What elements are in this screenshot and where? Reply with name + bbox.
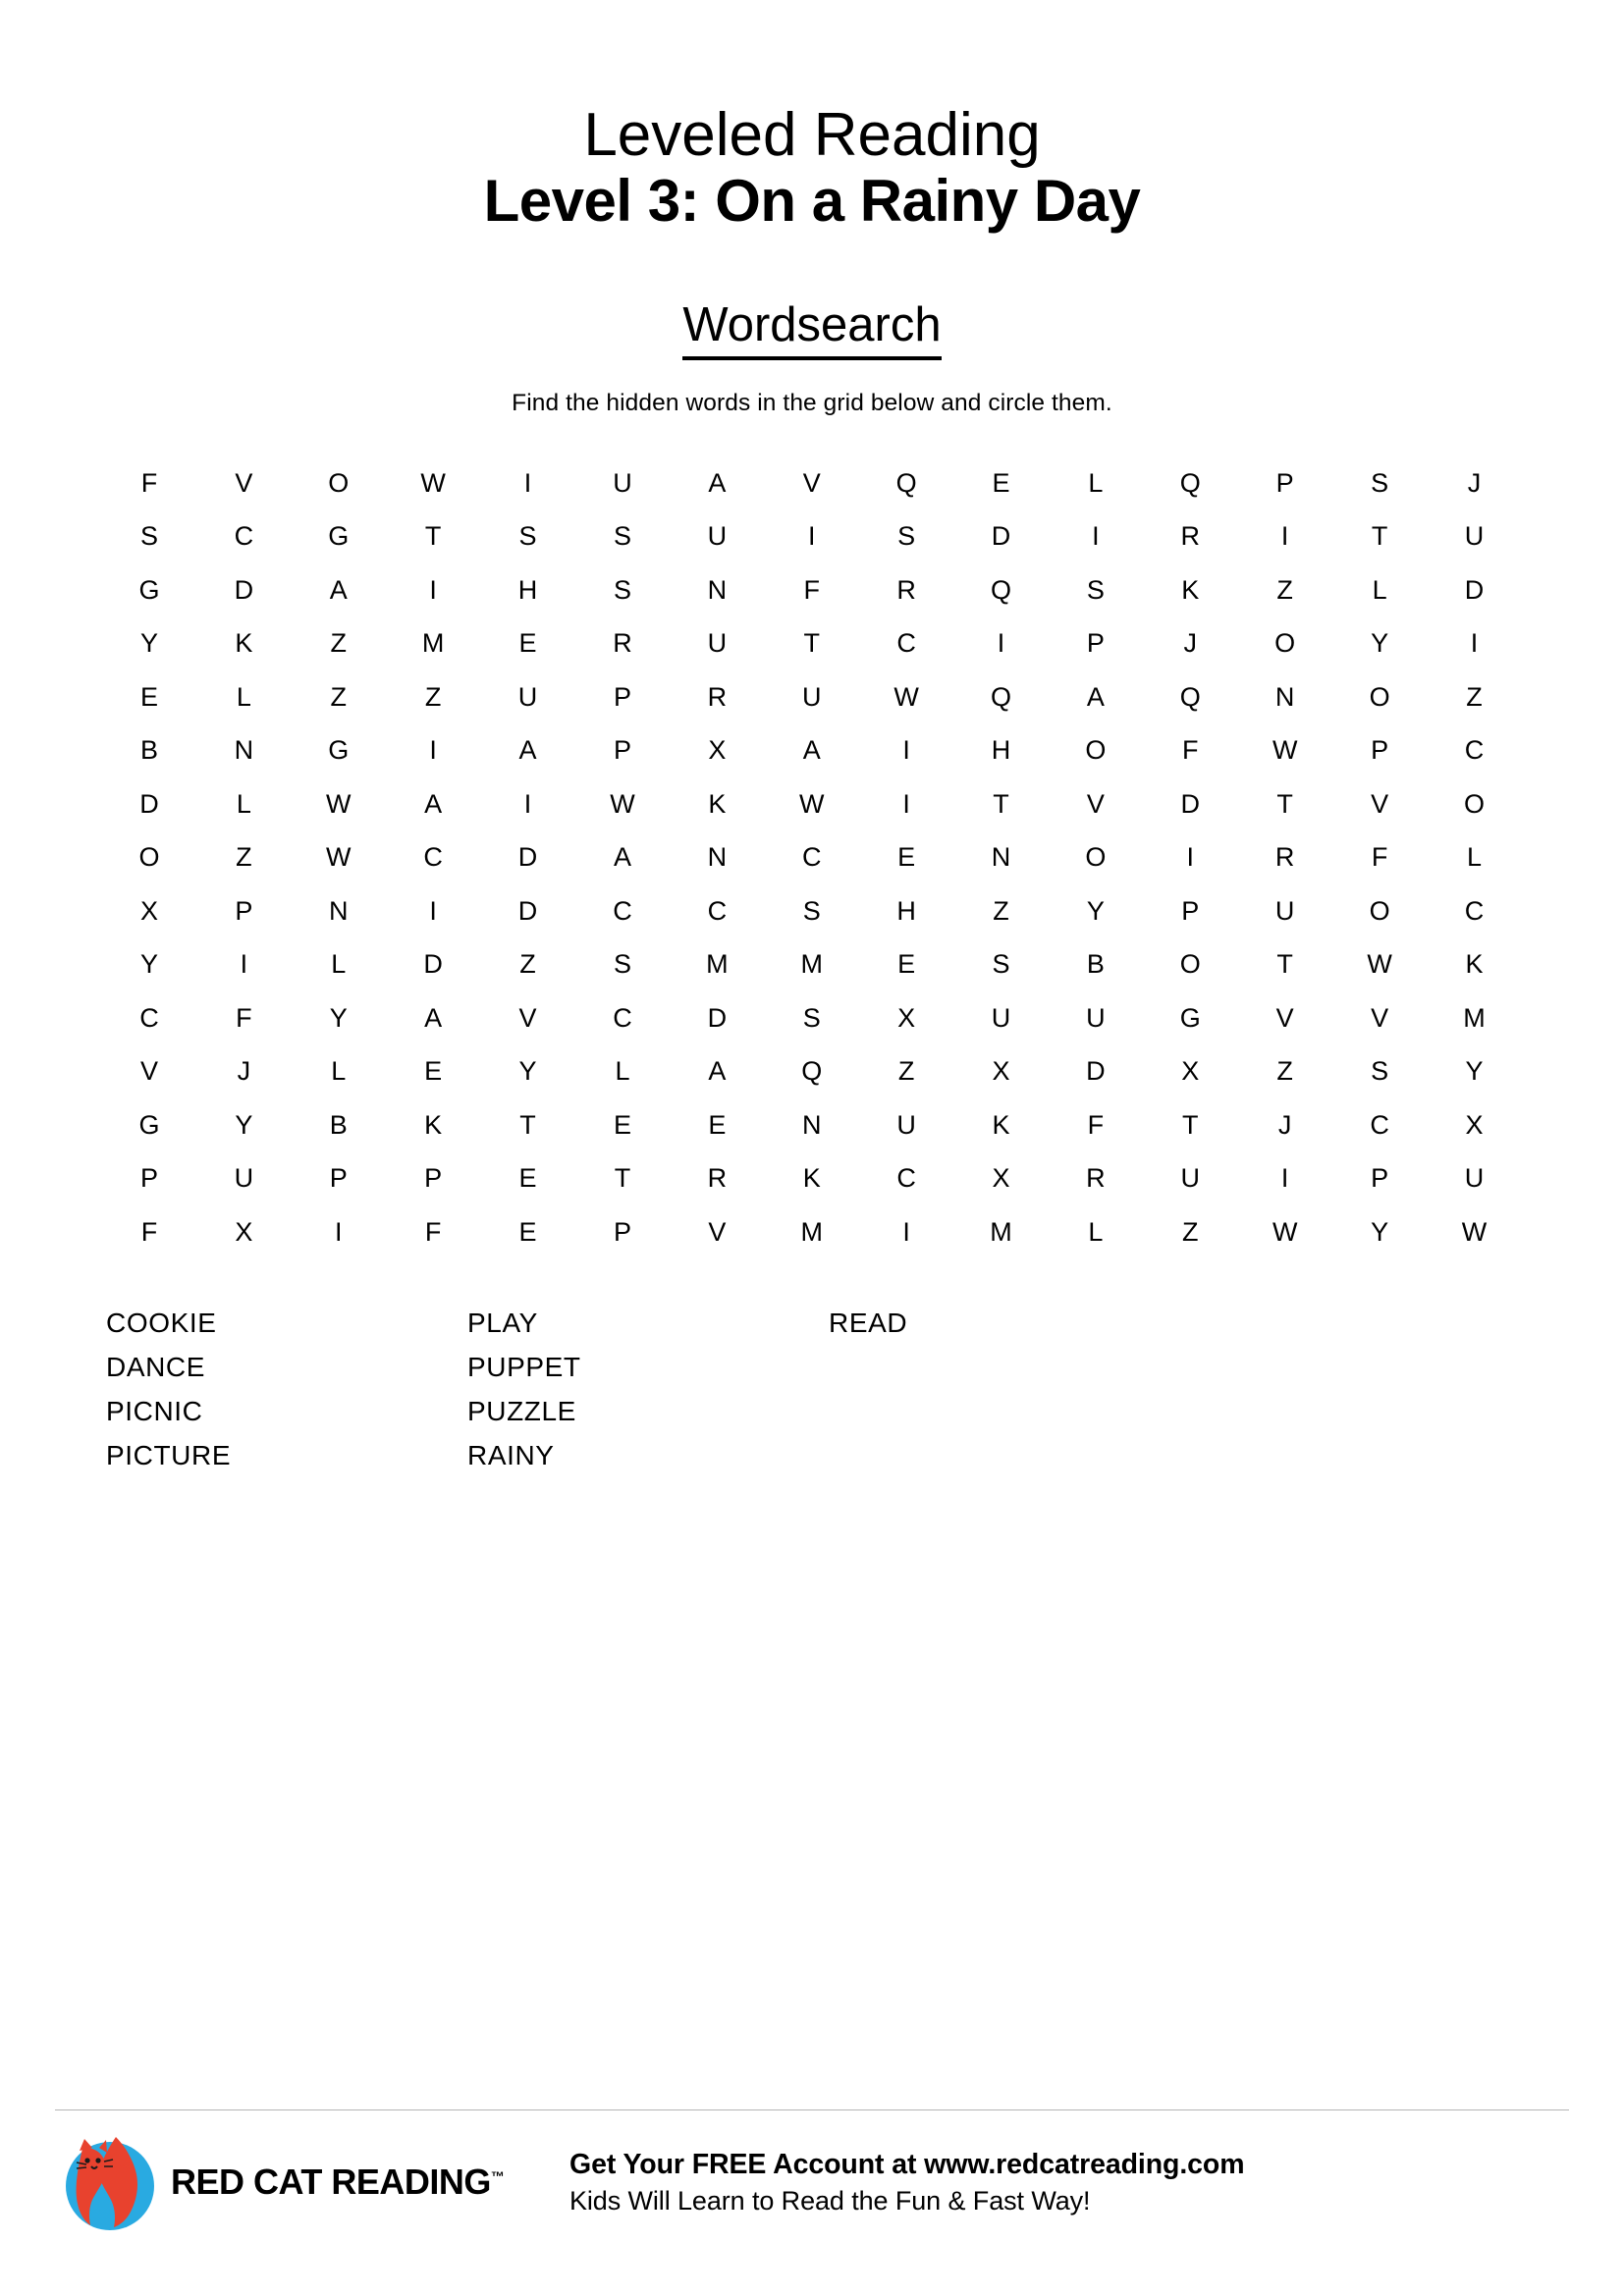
grid-cell[interactable]: I (429, 895, 438, 926)
grid-cell[interactable]: W (610, 788, 636, 819)
page-footer (0, 2109, 1624, 2296)
grid-cell[interactable]: Z (330, 628, 348, 659)
grid-row (102, 617, 1522, 671)
grid-cell[interactable]: W (1272, 1216, 1298, 1247)
grid-cell[interactable]: R (896, 574, 917, 605)
grid-cell[interactable]: L (1372, 574, 1387, 605)
grid-cell[interactable]: X (1181, 1056, 1200, 1087)
grid-cell[interactable]: C (423, 842, 444, 873)
grid-cell[interactable]: I (1092, 521, 1101, 552)
grid-cell[interactable]: P (1371, 735, 1389, 766)
grid-cell[interactable]: O (1179, 949, 1202, 980)
grid-cell[interactable]: I (807, 521, 816, 552)
grid-cell[interactable]: Y (329, 1002, 349, 1033)
grid-cell[interactable]: S (139, 521, 159, 552)
grid-cell[interactable]: O (1274, 628, 1296, 659)
grid-cell[interactable]: D (1180, 788, 1201, 819)
grid-cell[interactable]: M (990, 1216, 1013, 1247)
grid-cell[interactable]: Z (993, 895, 1010, 926)
grid-cell[interactable]: L (236, 681, 252, 712)
wordsearch-grid-wrapper (0, 456, 1624, 1259)
grid-cell[interactable]: N (329, 895, 349, 926)
grid-cell[interactable]: Z (897, 1056, 915, 1087)
grid-row (102, 831, 1522, 885)
grid-cell[interactable]: T (993, 788, 1010, 819)
footer-account-line: Get Your FREE Account at www.redcatreading.com (569, 2148, 1245, 2180)
grid-cell[interactable]: X (235, 1216, 253, 1247)
word-list-item: COOKIE (106, 1307, 217, 1338)
grid-cell[interactable]: U (1464, 1163, 1485, 1194)
grid-cell[interactable]: C (234, 521, 254, 552)
grid-cell[interactable]: W (326, 788, 352, 819)
grid-cell[interactable]: K (235, 628, 253, 659)
grid-cell[interactable]: U (896, 1109, 917, 1140)
grid-cell[interactable]: P (329, 1163, 349, 1194)
grid-cell[interactable]: J (1467, 467, 1482, 498)
grid-cell[interactable]: K (802, 1163, 822, 1194)
grid-cell[interactable]: K (992, 1109, 1010, 1140)
grid-cell[interactable]: S (1371, 467, 1389, 498)
grid-cell[interactable]: A (424, 1002, 443, 1033)
footer-tagline: Kids Will Learn to Read the Fun & Fast Way! (569, 2186, 1091, 2216)
grid-cell[interactable]: C (1464, 895, 1485, 926)
grid-cell[interactable]: I (902, 788, 911, 819)
grid-cell[interactable]: A (1086, 681, 1106, 712)
brand-logo (59, 2131, 560, 2233)
grid-cell[interactable]: E (139, 681, 159, 712)
word-list-column-2 (467, 1301, 829, 1477)
word-list-item: PICNIC (106, 1395, 203, 1426)
grid-row (102, 1152, 1522, 1206)
grid-cell[interactable]: L (615, 1056, 630, 1087)
grid-cell[interactable]: Z (1466, 681, 1484, 712)
grid-cell[interactable]: N (707, 842, 728, 873)
grid-cell[interactable]: T (803, 628, 821, 659)
grid-cell[interactable]: S (518, 521, 537, 552)
grid-cell[interactable]: P (139, 1163, 159, 1194)
grid-cell[interactable]: Z (519, 949, 537, 980)
grid-cell[interactable]: P (1181, 895, 1200, 926)
grid-cell[interactable]: E (613, 1109, 632, 1140)
grid-cell[interactable]: S (613, 521, 632, 552)
page-title: Leveled Reading (583, 101, 1041, 169)
grid-cell[interactable]: O (328, 467, 350, 498)
grid-cell[interactable]: K (424, 1109, 443, 1140)
grid-cell[interactable]: I (523, 467, 532, 498)
grid-cell[interactable]: O (1464, 788, 1486, 819)
grid-cell[interactable]: U (1464, 521, 1485, 552)
grid-cell[interactable]: V (708, 1216, 727, 1247)
grid-cell[interactable]: Z (1182, 1216, 1199, 1247)
grid-cell[interactable]: P (613, 735, 632, 766)
grid-cell[interactable]: E (992, 467, 1010, 498)
grid-cell[interactable]: T (1182, 1109, 1199, 1140)
grid-cell[interactable]: Y (1371, 1216, 1389, 1247)
grid-cell[interactable]: E (708, 1109, 727, 1140)
grid-row (102, 884, 1522, 938)
grid-cell[interactable]: F (236, 1002, 253, 1033)
grid-cell[interactable]: W (1367, 949, 1393, 980)
grid-cell[interactable]: S (613, 949, 632, 980)
grid-cell[interactable]: U (707, 521, 728, 552)
grid-cell[interactable]: E (897, 842, 916, 873)
grid-cell[interactable]: V (1086, 788, 1106, 819)
grid-cell[interactable]: U (517, 681, 538, 712)
grid-cell[interactable]: Q (801, 1056, 823, 1087)
grid-cell[interactable]: K (1465, 949, 1484, 980)
grid-cell[interactable]: Y (235, 1109, 253, 1140)
trademark-symbol: ™ (490, 2168, 505, 2184)
grid-cell[interactable]: I (240, 949, 248, 980)
grid-cell[interactable]: R (613, 628, 633, 659)
grid-cell[interactable]: I (429, 735, 438, 766)
grid-cell[interactable]: U (1086, 1002, 1107, 1033)
grid-cell[interactable]: D (423, 949, 444, 980)
grid-row (102, 1098, 1522, 1152)
grid-cell[interactable]: Z (236, 842, 253, 873)
grid-cell[interactable]: L (1467, 842, 1483, 873)
grid-cell[interactable]: T (1276, 788, 1294, 819)
grid-cell[interactable]: P (1086, 628, 1106, 659)
grid-cell[interactable]: X (139, 895, 159, 926)
grid-cell[interactable]: L (331, 949, 347, 980)
grid-cell[interactable]: U (991, 1002, 1011, 1033)
grid-cell[interactable]: P (235, 895, 253, 926)
grid-cell[interactable]: V (235, 467, 253, 498)
grid-cell[interactable]: T (424, 521, 442, 552)
grid-cell[interactable]: W (420, 467, 447, 498)
grid-cell[interactable]: D (1464, 574, 1485, 605)
grid-cell[interactable]: S (613, 574, 632, 605)
grid-cell[interactable]: Q (991, 681, 1012, 712)
footer-divider (55, 2109, 1569, 2110)
footer-promo-text (569, 2146, 1244, 2219)
grid-cell[interactable]: I (902, 735, 911, 766)
word-list (0, 1301, 1624, 1477)
grid-cell[interactable]: C (707, 895, 728, 926)
grid-cell[interactable]: L (1088, 1216, 1104, 1247)
grid-cell[interactable]: Y (1371, 628, 1389, 659)
grid-cell[interactable]: A (802, 735, 822, 766)
word-list-column-1 (106, 1301, 467, 1477)
page-subtitle: Level 3: On a Rainy Day (483, 168, 1141, 235)
grid-cell[interactable]: T (1276, 949, 1294, 980)
grid-cell[interactable]: O (1369, 895, 1390, 926)
grid-cell[interactable]: J (237, 1056, 251, 1087)
grid-cell[interactable]: M (706, 949, 729, 980)
grid-cell[interactable]: I (1280, 1163, 1289, 1194)
grid-cell[interactable]: L (1088, 467, 1104, 498)
grid-cell[interactable]: U (1274, 895, 1295, 926)
grid-cell[interactable]: R (707, 1163, 728, 1194)
grid-cell[interactable]: D (517, 895, 538, 926)
grid-row (102, 777, 1522, 831)
word-list-column-3 (829, 1301, 1190, 1345)
grid-cell[interactable]: W (798, 788, 825, 819)
grid-cell[interactable]: X (897, 1002, 916, 1033)
grid-cell[interactable]: M (800, 949, 824, 980)
grid-cell[interactable]: Q (1179, 681, 1202, 712)
grid-cell[interactable]: K (1181, 574, 1200, 605)
page-header (0, 0, 1624, 237)
grid-cell[interactable]: Y (1465, 1056, 1484, 1087)
grid-cell[interactable]: O (1085, 735, 1107, 766)
grid-cell[interactable]: Y (139, 949, 159, 980)
grid-cell[interactable]: I (902, 1216, 911, 1247)
grid-cell[interactable]: O (138, 842, 160, 873)
grid-cell[interactable]: V (1371, 1002, 1389, 1033)
grid-cell[interactable]: G (1179, 1002, 1202, 1033)
red-cat-logo-icon (59, 2131, 161, 2233)
grid-cell[interactable]: I (429, 574, 438, 605)
grid-cell[interactable]: Z (1276, 1056, 1294, 1087)
grid-cell[interactable]: Z (1276, 574, 1294, 605)
grid-cell[interactable]: I (1280, 521, 1289, 552)
grid-cell[interactable]: U (234, 1163, 254, 1194)
grid-cell[interactable]: M (800, 1216, 824, 1247)
section-title: Wordsearch (682, 297, 941, 360)
grid-cell[interactable]: H (517, 574, 538, 605)
grid-cell[interactable]: U (1180, 1163, 1201, 1194)
grid-row (102, 991, 1522, 1045)
grid-cell[interactable]: Y (1086, 895, 1106, 926)
brand-name-text: RED CAT READING (171, 2162, 491, 2202)
grid-row (102, 1045, 1522, 1099)
grid-cell[interactable]: P (613, 1216, 632, 1247)
word-list-item: PUZZLE (467, 1395, 576, 1426)
grid-cell[interactable]: A (329, 574, 349, 605)
grid-row (102, 510, 1522, 564)
grid-cell[interactable]: G (138, 1109, 160, 1140)
word-list-item: READ (829, 1307, 908, 1338)
grid-cell[interactable]: S (897, 521, 916, 552)
grid-cell[interactable]: C (1370, 1109, 1390, 1140)
brand-wordmark (171, 2162, 505, 2203)
grid-cell[interactable]: I (523, 788, 532, 819)
grid-cell[interactable]: E (518, 628, 537, 659)
grid-cell[interactable]: V (1371, 788, 1389, 819)
grid-cell[interactable]: N (707, 574, 728, 605)
grid-cell[interactable]: U (707, 628, 728, 659)
grid-cell[interactable]: G (328, 735, 350, 766)
grid-row (102, 670, 1522, 724)
grid-cell[interactable]: L (331, 1056, 347, 1087)
grid-cell[interactable]: J (1183, 628, 1198, 659)
grid-cell[interactable]: U (801, 681, 822, 712)
grid-cell[interactable]: F (803, 574, 821, 605)
grid-cell[interactable]: D (234, 574, 254, 605)
grid-cell[interactable]: E (518, 1163, 537, 1194)
grid-cell[interactable]: N (1274, 681, 1295, 712)
grid-cell[interactable]: W (1461, 1216, 1488, 1247)
grid-cell[interactable]: D (707, 1002, 728, 1033)
grid-cell[interactable]: D (139, 788, 160, 819)
grid-cell[interactable]: A (613, 842, 632, 873)
grid-cell[interactable]: O (1369, 681, 1390, 712)
grid-row (102, 1205, 1522, 1259)
grid-cell[interactable]: X (992, 1056, 1010, 1087)
grid-cell[interactable]: J (1277, 1109, 1292, 1140)
grid-cell[interactable]: P (424, 1163, 443, 1194)
grid-cell[interactable]: D (517, 842, 538, 873)
grid-cell[interactable]: F (140, 467, 158, 498)
grid-cell[interactable]: S (802, 1002, 822, 1033)
grid-cell[interactable]: F (1371, 842, 1388, 873)
grid-cell[interactable]: B (1086, 949, 1106, 980)
grid-cell[interactable]: E (518, 1216, 537, 1247)
footer-content (59, 2131, 1565, 2233)
grid-cell[interactable]: R (707, 681, 728, 712)
grid-cell[interactable]: V (139, 1056, 159, 1087)
grid-cell[interactable]: R (1274, 842, 1295, 873)
grid-row (102, 724, 1522, 778)
grid-cell[interactable]: Z (330, 681, 348, 712)
grid-cell[interactable]: T (614, 1163, 631, 1194)
word-list-item: RAINY (467, 1439, 555, 1470)
grid-cell[interactable]: F (1087, 1109, 1105, 1140)
grid-cell[interactable]: C (896, 1163, 917, 1194)
grid-cell[interactable]: U (613, 467, 633, 498)
grid-cell[interactable]: H (896, 895, 917, 926)
grid-cell[interactable]: C (139, 1002, 160, 1033)
grid-cell[interactable]: S (992, 949, 1010, 980)
grid-cell[interactable]: D (1086, 1056, 1107, 1087)
grid-cell[interactable]: L (236, 788, 252, 819)
grid-cell[interactable]: Y (518, 1056, 537, 1087)
grid-cell[interactable]: T (1371, 521, 1388, 552)
grid-cell[interactable]: G (328, 521, 350, 552)
grid-cell[interactable]: I (997, 628, 1005, 659)
grid-row (102, 938, 1522, 992)
grid-row (102, 563, 1522, 617)
grid-cell[interactable]: V (518, 1002, 537, 1033)
grid-cell[interactable]: S (1371, 1056, 1389, 1087)
grid-cell[interactable]: Q (895, 467, 918, 498)
word-list-item: DANCE (106, 1351, 206, 1382)
grid-cell[interactable]: R (1180, 521, 1201, 552)
instructions-text: Find the hidden words in the grid below and circle them. (512, 390, 1112, 417)
grid-cell[interactable]: I (1470, 628, 1479, 659)
grid-cell[interactable]: T (519, 1109, 537, 1140)
grid-cell[interactable]: V (1275, 1002, 1295, 1033)
grid-cell[interactable]: A (424, 788, 443, 819)
grid-cell[interactable]: W (893, 681, 920, 712)
grid-cell[interactable]: C (1464, 735, 1485, 766)
grid-cell[interactable]: Z (424, 681, 442, 712)
grid-cell[interactable]: N (801, 1109, 822, 1140)
grid-row (102, 456, 1522, 510)
grid-cell[interactable]: G (138, 574, 160, 605)
grid-cell[interactable]: C (613, 895, 633, 926)
grid-cell[interactable]: P (613, 681, 632, 712)
grid-cell[interactable]: X (708, 735, 727, 766)
grid-cell[interactable]: P (1371, 1163, 1389, 1194)
grid-cell[interactable]: Q (1179, 467, 1202, 498)
grid-cell[interactable]: A (708, 467, 727, 498)
grid-cell[interactable]: F (424, 1216, 442, 1247)
grid-cell[interactable]: P (1275, 467, 1295, 498)
grid-cell[interactable]: F (140, 1216, 158, 1247)
grid-cell[interactable]: A (518, 735, 537, 766)
grid-cell[interactable]: C (613, 1002, 633, 1033)
grid-cell[interactable]: X (992, 1163, 1010, 1194)
grid-cell[interactable]: S (802, 895, 822, 926)
grid-cell[interactable]: Q (991, 574, 1012, 605)
grid-cell[interactable]: A (708, 1056, 727, 1087)
grid-cell[interactable]: E (897, 949, 916, 980)
grid-cell[interactable]: M (421, 628, 445, 659)
grid-cell[interactable]: B (329, 1109, 349, 1140)
grid-cell[interactable]: R (1086, 1163, 1107, 1194)
grid-cell[interactable]: F (1182, 735, 1199, 766)
grid-cell[interactable]: X (1465, 1109, 1484, 1140)
word-list-item: PICTURE (106, 1439, 232, 1470)
grid-cell[interactable]: N (991, 842, 1011, 873)
grid-cell[interactable]: E (424, 1056, 443, 1087)
grid-cell[interactable]: Y (139, 628, 159, 659)
wordsearch-grid[interactable] (102, 456, 1522, 1259)
grid-cell[interactable]: B (139, 735, 159, 766)
grid-cell[interactable]: W (326, 842, 352, 873)
grid-cell[interactable]: C (896, 628, 917, 659)
grid-cell[interactable]: D (991, 521, 1011, 552)
grid-cell[interactable]: S (1086, 574, 1106, 605)
grid-cell[interactable]: O (1085, 842, 1107, 873)
grid-cell[interactable]: N (234, 735, 254, 766)
grid-cell[interactable]: M (1463, 1002, 1487, 1033)
grid-cell[interactable]: W (1272, 735, 1298, 766)
grid-cell[interactable]: V (802, 467, 822, 498)
grid-cell[interactable]: I (1186, 842, 1195, 873)
word-list-item: PUPPET (467, 1351, 581, 1382)
word-list-item: PLAY (467, 1307, 538, 1338)
grid-cell[interactable]: I (335, 1216, 343, 1247)
grid-cell[interactable]: H (991, 735, 1011, 766)
grid-cell[interactable]: C (801, 842, 822, 873)
grid-cell[interactable]: K (708, 788, 727, 819)
section-title-wrapper (0, 297, 1624, 360)
